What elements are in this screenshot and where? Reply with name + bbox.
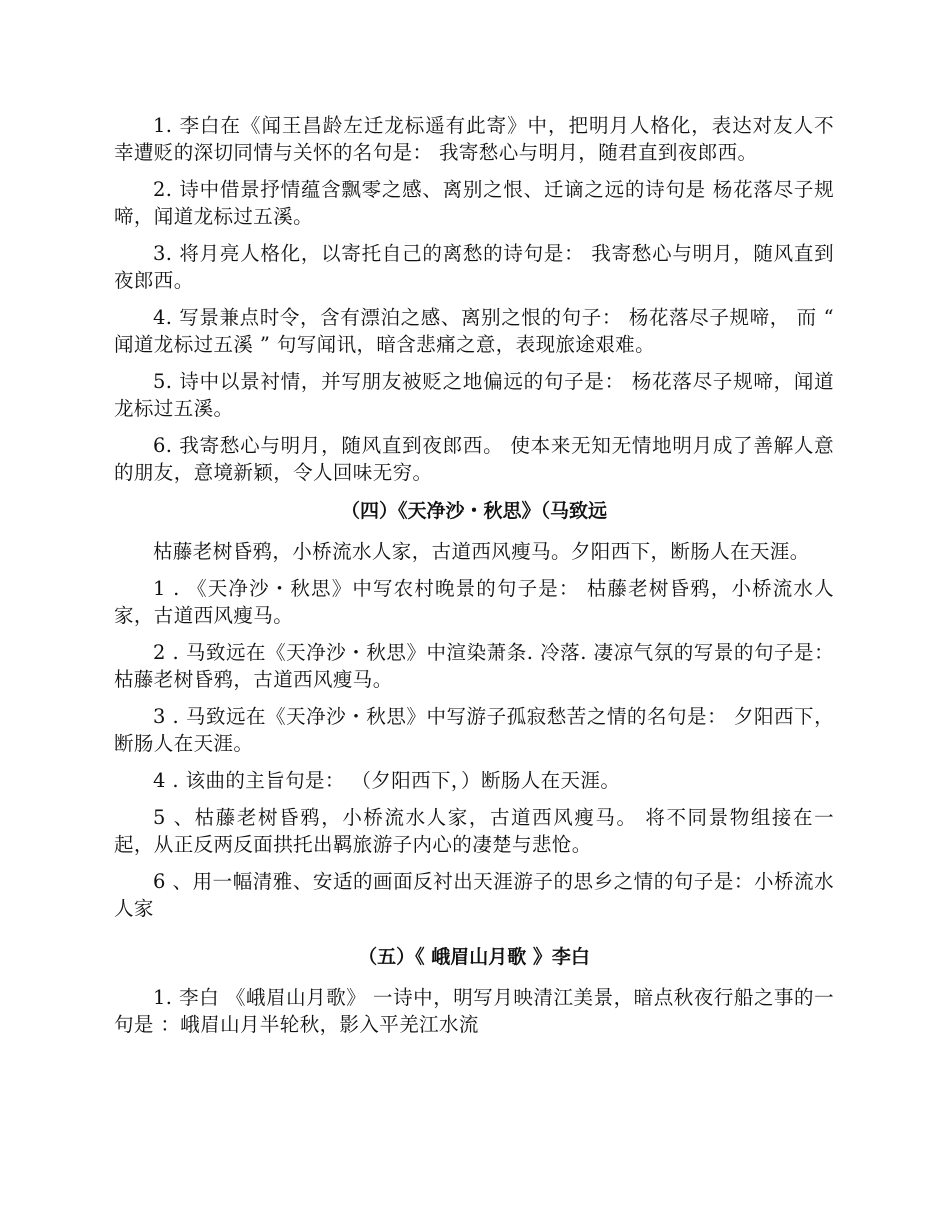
- section4-poem: 枯藤老树昏鸦，小桥流水人家，古道西风瘦马。夕阳西下，断肠人在天涯。: [153, 540, 810, 563]
- section3-item-3: 3. 将月亮人格化，以寄托自己的离愁的诗句是： 我寄愁心与明月，随风直到夜郎西。: [114, 242, 834, 292]
- section4-item-1: 1 . 《天净沙・秋思》中写农村晚景的句子是： 枯藤老树昏鸦，小桥流水人家，古道西风瘦马。: [114, 577, 834, 627]
- section5-item-1: 1. 李白 《峨眉山月歌》 一诗中，明写月映清江美景，暗点秋夜行船之事的一句是 ：峨眉山月半轮秋，影入平羌江水流: [114, 986, 834, 1036]
- section4-item-2: 2 . 马致远在《天净沙・秋思》中渲染萧条. 冷落. 凄凉气氛的写景的句子是： 枯藤老树昏鸦，古道西风瘦马。: [114, 641, 834, 691]
- section3-item-1: 1. 李白在《闻王昌龄左迁龙标遥有此寄》中，把明月人格化，表达对友人不幸遭贬的深切同情与关怀的名句是： 我寄愁心与明月，随君直到夜郎西。: [114, 114, 834, 164]
- section4-heading: （四）《天净沙・秋思》（马致远: [340, 500, 607, 522]
- section4-item-3: 3 . 马致远在《天净沙・秋思》中写游子孤寂愁苦之情的名句是： 夕阳西下，断肠人在天涯。: [114, 705, 834, 755]
- section4-item-6: 6 、用一幅清雅、安适的画面反衬出天涯游子的思乡之情的句子是：小桥流水人家: [114, 870, 834, 920]
- section3-item-6: 6. 我寄愁心与明月，随风直到夜郎西。 使本来无知无情地明月成了善解人意的朋友，意境新颖，令人回味无穷。: [114, 434, 834, 484]
- section3-item-2: 2. 诗中借景抒情蕴含飘零之感、离别之恨、迁谪之远的诗句是 杨花落尽子规啼，闻道龙标过五溪。: [114, 178, 834, 228]
- section3-item-4: 4. 写景兼点时令，含有漂泊之感、离别之恨的句子： 杨花落尽子规啼， 而 “ 闻道龙标过五溪 ” 句写闻讯，暗含悲痛之意，表现旅途艰难。: [114, 306, 834, 356]
- section5-heading: （五）《 峨眉山月歌 》李白: [358, 946, 590, 968]
- section4-item-4: 4 . 该曲的主旨句是： （夕阳西下，）断肠人在天涯。: [153, 769, 621, 792]
- section4-item-5: 5 、枯藤老树昏鸦，小桥流水人家，古道西风瘦马。 将不同景物组接在一起，从正反两反面拱托出羁旅游子内心的凄楚与悲怆。: [114, 806, 834, 856]
- section3-item-5: 5. 诗中以景衬情，并写朋友被贬之地偏远的句子是： 杨花落尽子规啼，闻道龙标过五溪。: [114, 370, 834, 420]
- document-page: [114, 112, 834, 1048]
